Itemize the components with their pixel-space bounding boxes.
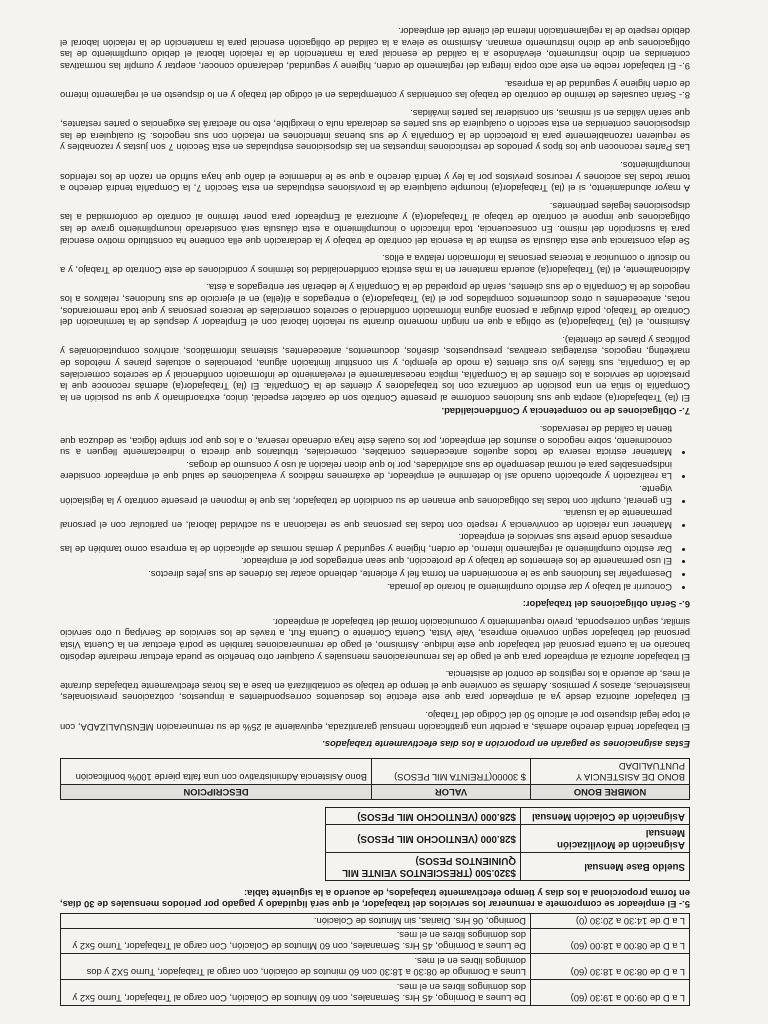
paragraph: Asimismo, el (la) Trabajador(a) se obliga a que en ningún momento durante su relación laboral con el Empleador y después de la terminación del Contrato de Trabajo, podrá divulgar a persona alguna información confidencial o secretos comerciales de terceros personas y que toda memorandos, notas, antecedentes u otros documentos compilados por el (la) Trabajador(a) o entregados a él(ella) en el ejercicio de sus funciones, relativos a los negocios de la Compañía o de sus clientes, serán de propiedad de la Compañía y le deberán ser entregados a ésta. [60, 282, 690, 329]
section-8-text: 8.- Serán causales de término de contrato de trabajo las contenidas y contempladas en el código del trabajo y en lo dispuesto en el reglamento interno de orden higiene y seguridad de la empresa. [60, 78, 690, 102]
column-header: DESCRIPCION [61, 785, 372, 800]
section-9-text: 9.- El trabajador recibe en este acto copia íntegra del reglamento de orden, higiene y seguridad, declarando conocer, aceptar y cumplir las normativas contenidas en dicho instrumento, elevándose a la calidad de esencial para la mantención de la relación laboral el debido cumplimiento de las obligaciones que de dicho instrumento emanan. Asimismo se eleva a la calidad de obligación esencial para la mantención de la relación laboral el debido respeto de la reglamentación interna del cliente del empleador. [60, 26, 690, 72]
column-header: NOMBRE BONO [531, 785, 690, 800]
paragraph: El trabajador tendrá derecho además, a percibir una gratificación mensual garantizada, equivalente al 25% de su remuneración MENSUALIZADA, con el tope legal dispuesto por el artículo 50 del Código del Trabajo. [60, 710, 690, 733]
schedule-description: De Lunes a Domingo, 45 Hrs. Semanales, con 60 Minutos de Colación, Con cargo al Trabajador, Turno 5x2 y dos domingos libres en el mes. [61, 928, 531, 954]
table-row [61, 954, 690, 980]
salary-label: Asignación de Movilización Mensual [521, 824, 690, 852]
list-item: • Dar estricto cumplimiento al reglamento interno, de orden, higiene y seguridad y demás normas de aplicación de la empresa como también de las empresas donde preste sus servicios el empleador. [60, 532, 672, 555]
table-row [325, 808, 689, 825]
paragraph: El (la) Trabajador(a) acepta que sus funciones conforme al presente Contrato son de carácter especial, único, extraordinario y que su posición en la Compañía lo sitúa en una posición de confianza con los trabajadores y clientes de la Compañía. El (la) Trabajador(a) además reconoce que la prestación de servicios a los clientes de la Compañía, implica necesariamente el revelamiento de información confidencial y de secretos comerciales de la Compañía, sus filiales y/o sus clientes (a modo de ejemplo, y sin constituir limitación alguna, potenciales o actuales planes y métodos de marketing, negocios, estrategias creativas, presupuestos, diseños, documentos, antecedentes, sistemas informáticos, archivos computacionales y políticas y planes de clientela). [60, 334, 690, 404]
salary-value: $28.000 (VENTIOCHO MIL PESOS) [325, 824, 520, 852]
page-content [60, 20, 690, 1006]
schedule-description: Lunes a Domingo de 08:30 a 18:30 con 60 minutos de colación, con cargo al Trabajador, Turno 5X2 y dos domingos libres en el mes. [61, 954, 531, 980]
table-row [61, 759, 690, 785]
list-item: • Mantener una relación de convivencia y respeto con todas las personas que se relacionan a su actividad laboral, en particular con el personal permanente de la usuaria. [60, 508, 672, 531]
paragraph: Se deja constancia que esta cláusula se estima de la esencia del contrato de trabajo y la declaración que ella contiene ha constituido motivo esencial para la suscripción del mismo. En consecuencia, toda infracción o incumplimiento a esta cláusula será considerado incumplimiento grave de las obligaciones que impone el contrato de trabajo al Trabajador(a) y autorizará al Empleador para poner término al contrato de conformidad a las disposiciones legales pertinentes. [60, 200, 690, 247]
table-row [325, 852, 689, 880]
table-row [325, 824, 689, 852]
schedule-hours: L a D de 14:30 a 20:30 (0) [531, 914, 690, 928]
list-item: • En general, cumplir con todas las obligaciones que emanen de su condición de trabajador, las que le imponen el presente contrato y la legislación vigente. [60, 483, 672, 506]
list-item: • Desempeñar las funciones que se le encomienden en forma fiel y eficiente, debiendo acatar las órdenes de sus jefes directos. [60, 569, 672, 581]
bonus-table [60, 758, 690, 800]
bonus-name: BONO DE ASISTENCIA Y PUNTUALIDAD [531, 759, 690, 785]
paragraph: Las Partes reconocen que los tipos y periodos de restricciones impuestas en las disposiciones estipuladas en esta Sección 7 son justas y razonables y se requieren razonablemente para la protección de la Compañía y de sus buenas intenciones en relación con sus negocios. Si cualquiera de las disposiciones contenidas en esta sección o cualquiera de sus partes es declarada nula o inexigible, esto no afectará las exigencias o partes restantes, que serán válidas en sí mismas, sin considerar las partes inválidas. [60, 107, 690, 154]
table-row [61, 980, 690, 1006]
paragraph: El trabajador autoriza desde ya al empleador para que este efectúe los descuentos correspondientes a impuestos, cotizaciones previsionales, inasistencias, atrasos y permisos. Además se conviene que el tiempo de trabajo se contabilizará en base a las horas efectivamente trabajadas durante el mes, de acuerdo a los registros de control de asistencia. [60, 669, 690, 704]
salary-value: $320.500 (TRESCIENTOS VEINTE MIL QUINIENTOS PESOS) [325, 852, 520, 880]
salary-label: Sueldo Base Mensual [521, 852, 690, 880]
schedule-table [60, 913, 690, 1006]
schedule-description: Domingo, 06 Hrs. Diarias, sin Minutos de Colación. [61, 914, 531, 928]
column-header: VALOR [372, 785, 531, 800]
paragraph: A mayor abundamiento, si el (la) Trabajador(a) incumple cualquiera de la provisiones estipuladas en esta Sección 7, la Compañía tendrá derecho a tomar todas las acciones y recursos previstos por la ley y tendrá derecho a que se le indemnice el daño que haya sufrido en razón de los referidos incumplimientos. [60, 160, 690, 195]
salary-label: Asignación de Colación Mensual [521, 808, 690, 825]
bonus-description: Bono Asistencia Administrativo con una falta pierde 100% bonificación [61, 759, 372, 785]
table-header-row [61, 785, 690, 800]
obligations-list [60, 423, 690, 592]
list-item: • La realización y aprobación cuando así lo determine el empleador, de exámenes médicos y evaluaciones de salud que el empleador considere indispensables para el normal desempeño de sus actividades, por lo que dicen relación al uso y consumo de drogas. [60, 459, 672, 482]
paragraph: El trabajador autoriza al empleador para que el pago de las remuneraciones mensuales y cualquier otro beneficio se pueda efectuar mediante depósito bancario en la cuenta personal del trabajador que este indique. Asimismo, el pago de remuneraciones también se podrá efectuar en la Cuenta Vista personal del trabajador según convenio empresa, Vale Vista, Cuenta Corriente o Cuenta Rut, a través de los servicios de Servipag u otro servicio similar, según corresponda, previo requerimiento y comunicación formal del trabajador al empleador. [60, 616, 690, 663]
salary-value: $28.000 (VENTIOCHO MIL PESOS) [325, 808, 520, 825]
schedule-hours: L a D de 08:00 a 18:00 (60) [531, 928, 690, 954]
paragraph: Adicionalmente, el (la) Trabajador(a) acuerda mantener en la más estricta confidencialidad los términos y condiciones de este Contrato de Trabajo, y a no discutir o comunicar a terceras personas la información relativa a ellos. [60, 253, 690, 276]
list-item: • Concurrir al trabajo y dar estricto cumplimiento al horario de jornada. [60, 581, 672, 593]
schedule-hours: L a D de 09:00 a 19:30 (60) [531, 980, 690, 1006]
list-item: • Mantener estricta reserva de todos aquellos antecedentes contables, comerciales, tributarios que directa o indirectamente lleguen a su conocimiento, sobre negocios o asuntos del empleador, por los cuales éste haya ordenado reserva, o a los que por simple lógica, se deduzca que tienen la calidad de reservados. [60, 423, 672, 458]
bonus-value: $ 30000(TREINTA MIL PESOS) [372, 759, 531, 785]
table-row [61, 914, 690, 928]
section-5-text: 5.- El empleador se compromete a remunerar los servicios del trabajador, el que será liquidado y pagado por periodos mensuales de 30 días, en forma proporcional a los días y tiempo efectivamente trabajados, de acuerdo a la siguiente tabla: [60, 887, 690, 911]
schedule-description: De Lunes a Domingo, 45 Hrs. Semanales, con 60 Minutos de Colación, Con cargo al Trabajador, Turno 5x2 y dos domingos libres en el mes. [61, 980, 531, 1006]
section-7-title: 7.- Obligaciones de no competencia y Confidencialidad. [441, 406, 690, 418]
allowances-note: Estas asignaciones se pagarán en proporción a los días efectivamente trabajados. [322, 739, 690, 751]
list-item: • El uso permanente de los elementos de trabajo y de protección, que sean entregados por el empleador. [60, 556, 672, 568]
section-6-title: 6.- Serán obligaciones del trabajador: [522, 599, 690, 611]
schedule-hours: L a D de 08:30 a 18:30 (60) [531, 954, 690, 980]
salary-table [325, 807, 690, 881]
schedule-table-body [61, 914, 690, 1006]
table-row [61, 928, 690, 954]
